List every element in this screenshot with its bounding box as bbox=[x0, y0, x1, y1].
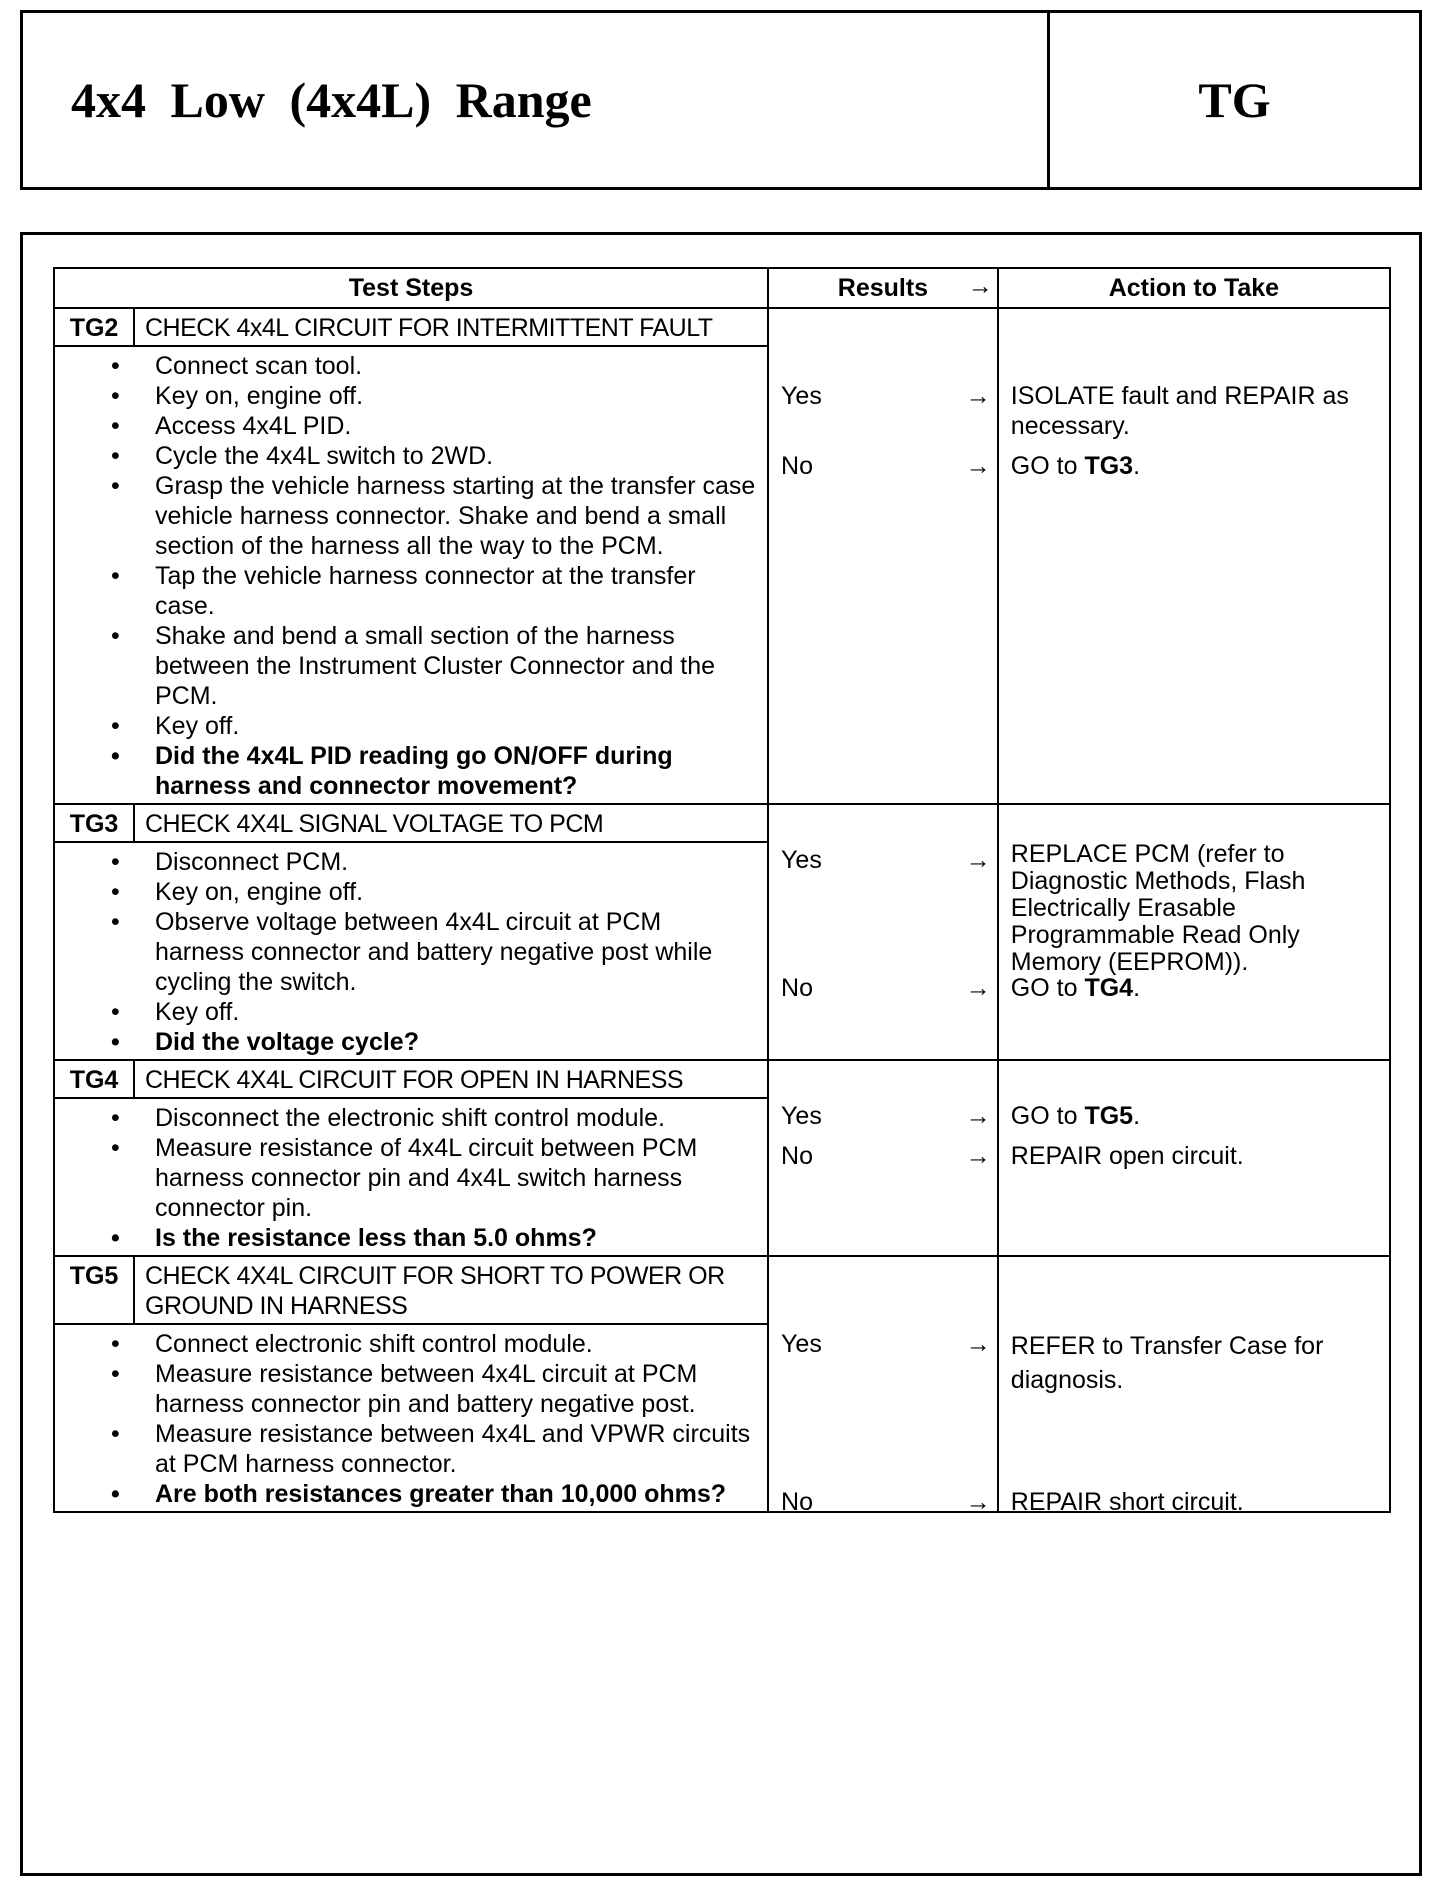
action-prefix: GO to bbox=[1010, 452, 1085, 480]
list-item: • Connect scan tool. bbox=[155, 351, 757, 381]
test-step-cell bbox=[54, 308, 768, 804]
table-row bbox=[54, 308, 1390, 804]
arrow-icon: → bbox=[965, 1330, 991, 1358]
step-link[interactable]: TG5 bbox=[1084, 1102, 1134, 1130]
result-label: Yes bbox=[781, 846, 822, 874]
step-head bbox=[55, 1061, 767, 1099]
action-cell bbox=[998, 1060, 1390, 1256]
list-item: • Connect electronic shift control module. bbox=[155, 1329, 757, 1359]
action-suffix: . bbox=[1133, 974, 1141, 1002]
list-item: • Key on, engine off. bbox=[155, 877, 757, 907]
step-link[interactable]: TG4 bbox=[1084, 974, 1134, 1002]
result-label: No bbox=[781, 974, 814, 1002]
step-bullets bbox=[55, 1099, 767, 1255]
action-text: REPAIR short circuit. bbox=[1010, 1488, 1244, 1516]
result-no bbox=[781, 973, 991, 1003]
list-item: • Grasp the vehicle harness starting at the transfer case vehicle harness connector. Shake and bend a small section of the harness all the way to the PCM. bbox=[155, 471, 757, 561]
result-label: Yes bbox=[781, 1330, 822, 1358]
step-id: TG5 bbox=[55, 1257, 135, 1323]
test-step-cell bbox=[54, 804, 768, 1060]
test-step-cell bbox=[54, 1256, 768, 1512]
result-yes bbox=[781, 845, 991, 875]
list-item: • Key off. bbox=[155, 997, 757, 1027]
list-item: • Shake and bend a small section of the harness between the Instrument Cluster Connector and the PCM. bbox=[155, 621, 757, 711]
results-cell bbox=[768, 1256, 998, 1516]
list-item: • Measure resistance between 4x4L circuit at PCM harness connector pin and battery negative post. bbox=[155, 1359, 757, 1419]
action-text: REPLACE PCM (refer to Diagnostic Methods, Flash Electrically Erasable Programmable Read Only Memory (EEPROM)). bbox=[1010, 840, 1306, 976]
result-label: Yes bbox=[781, 1102, 822, 1130]
result-yes bbox=[781, 381, 991, 411]
results-cell bbox=[768, 1060, 998, 1256]
action-text: REFER to Transfer Case for diagnosis. bbox=[1010, 1332, 1324, 1394]
step-link[interactable]: TG3 bbox=[1084, 452, 1134, 480]
col-test-steps: Test Steps bbox=[54, 268, 768, 308]
test-steps-table bbox=[53, 267, 1391, 1516]
step-head bbox=[55, 309, 767, 347]
list-item: • Tap the vehicle harness connector at the transfer case. bbox=[155, 561, 757, 621]
arrow-icon: → bbox=[965, 1142, 991, 1170]
page-title: 4x4 Low (4x4L) Range bbox=[23, 13, 1050, 187]
table-row bbox=[54, 1256, 1390, 1512]
step-title: CHECK 4X4L CIRCUIT FOR SHORT TO POWER OR GROUND IN HARNESS bbox=[145, 1262, 725, 1320]
result-label: No bbox=[781, 1142, 814, 1170]
col-results bbox=[768, 268, 998, 308]
list-item: • Key off. bbox=[155, 711, 757, 741]
list-item: • Observe voltage between 4x4L circuit at PCM harness connector and battery negative post while cycling the switch. bbox=[155, 907, 757, 997]
question-item: • Are both resistances greater than 10,000 ohms? bbox=[155, 1479, 757, 1509]
results-cell bbox=[768, 804, 998, 1060]
list-item: • Disconnect the electronic shift control module. bbox=[155, 1103, 757, 1133]
step-title: CHECK 4x4L CIRCUIT FOR INTERMITTENT FAULT bbox=[145, 314, 713, 342]
arrow-icon: → bbox=[967, 272, 993, 300]
question-item: • Did the 4x4L PID reading go ON/OFF during harness and connector movement? bbox=[155, 741, 757, 801]
step-id: TG2 bbox=[55, 309, 135, 345]
result-no bbox=[781, 1141, 991, 1171]
step-id: TG3 bbox=[55, 805, 135, 841]
result-label: Yes bbox=[781, 382, 822, 410]
step-head bbox=[55, 1257, 767, 1325]
result-no bbox=[781, 1487, 991, 1517]
result-yes bbox=[781, 1329, 991, 1359]
question-item: • Did the voltage cycle? bbox=[155, 1027, 757, 1057]
col-action: Action to Take bbox=[998, 268, 1390, 308]
arrow-icon: → bbox=[965, 382, 991, 410]
action-text: REPAIR open circuit. bbox=[1010, 1142, 1244, 1170]
step-head bbox=[55, 805, 767, 843]
arrow-icon: → bbox=[965, 1102, 991, 1130]
list-item: • Disconnect PCM. bbox=[155, 847, 757, 877]
step-title: CHECK 4X4L CIRCUIT FOR OPEN IN HARNESS bbox=[145, 1066, 684, 1094]
action-suffix: . bbox=[1133, 1102, 1141, 1130]
question-item: • Is the resistance less than 5.0 ohms? bbox=[155, 1223, 757, 1253]
page-header bbox=[20, 10, 1422, 190]
action-cell bbox=[998, 804, 1390, 1060]
action-text bbox=[1011, 451, 1381, 481]
step-bullets bbox=[55, 347, 767, 803]
result-label: No bbox=[781, 452, 814, 480]
action-text bbox=[1011, 973, 1381, 1003]
action-text: ISOLATE fault and REPAIR as necessary. bbox=[1010, 382, 1349, 440]
action-cell bbox=[998, 1256, 1390, 1516]
arrow-icon: → bbox=[965, 846, 991, 874]
result-yes bbox=[781, 1101, 991, 1131]
list-item: • Key on, engine off. bbox=[155, 381, 757, 411]
list-item: • Access 4x4L PID. bbox=[155, 411, 757, 441]
step-bullets bbox=[55, 1325, 767, 1511]
action-prefix: GO to bbox=[1010, 974, 1085, 1002]
table-row bbox=[54, 804, 1390, 1060]
step-id: TG4 bbox=[55, 1061, 135, 1097]
action-cell bbox=[998, 308, 1390, 804]
results-cell bbox=[768, 308, 998, 804]
list-item: • Cycle the 4x4L switch to 2WD. bbox=[155, 441, 757, 471]
table-row bbox=[54, 1060, 1390, 1256]
list-item: • Measure resistance of 4x4L circuit between PCM harness connector pin and 4x4L switch harness connector pin. bbox=[155, 1133, 757, 1223]
table-header-row bbox=[54, 268, 1390, 308]
content-frame bbox=[20, 232, 1422, 1876]
test-step-cell bbox=[54, 1060, 768, 1256]
action-suffix: . bbox=[1133, 452, 1141, 480]
section-code: TG bbox=[1198, 72, 1271, 128]
step-title: CHECK 4X4L SIGNAL VOLTAGE TO PCM bbox=[145, 810, 604, 838]
result-no bbox=[781, 451, 991, 481]
arrow-icon: → bbox=[965, 452, 991, 480]
action-prefix: GO to bbox=[1010, 1102, 1085, 1130]
list-item: • Measure resistance between 4x4L and VPWR circuits at PCM harness connector. bbox=[155, 1419, 757, 1479]
action-text bbox=[1011, 1101, 1381, 1131]
result-label: No bbox=[781, 1488, 814, 1516]
arrow-icon: → bbox=[965, 974, 991, 1002]
col-results-label: Results bbox=[837, 274, 929, 302]
step-bullets bbox=[55, 843, 767, 1059]
arrow-icon: → bbox=[965, 1488, 991, 1516]
